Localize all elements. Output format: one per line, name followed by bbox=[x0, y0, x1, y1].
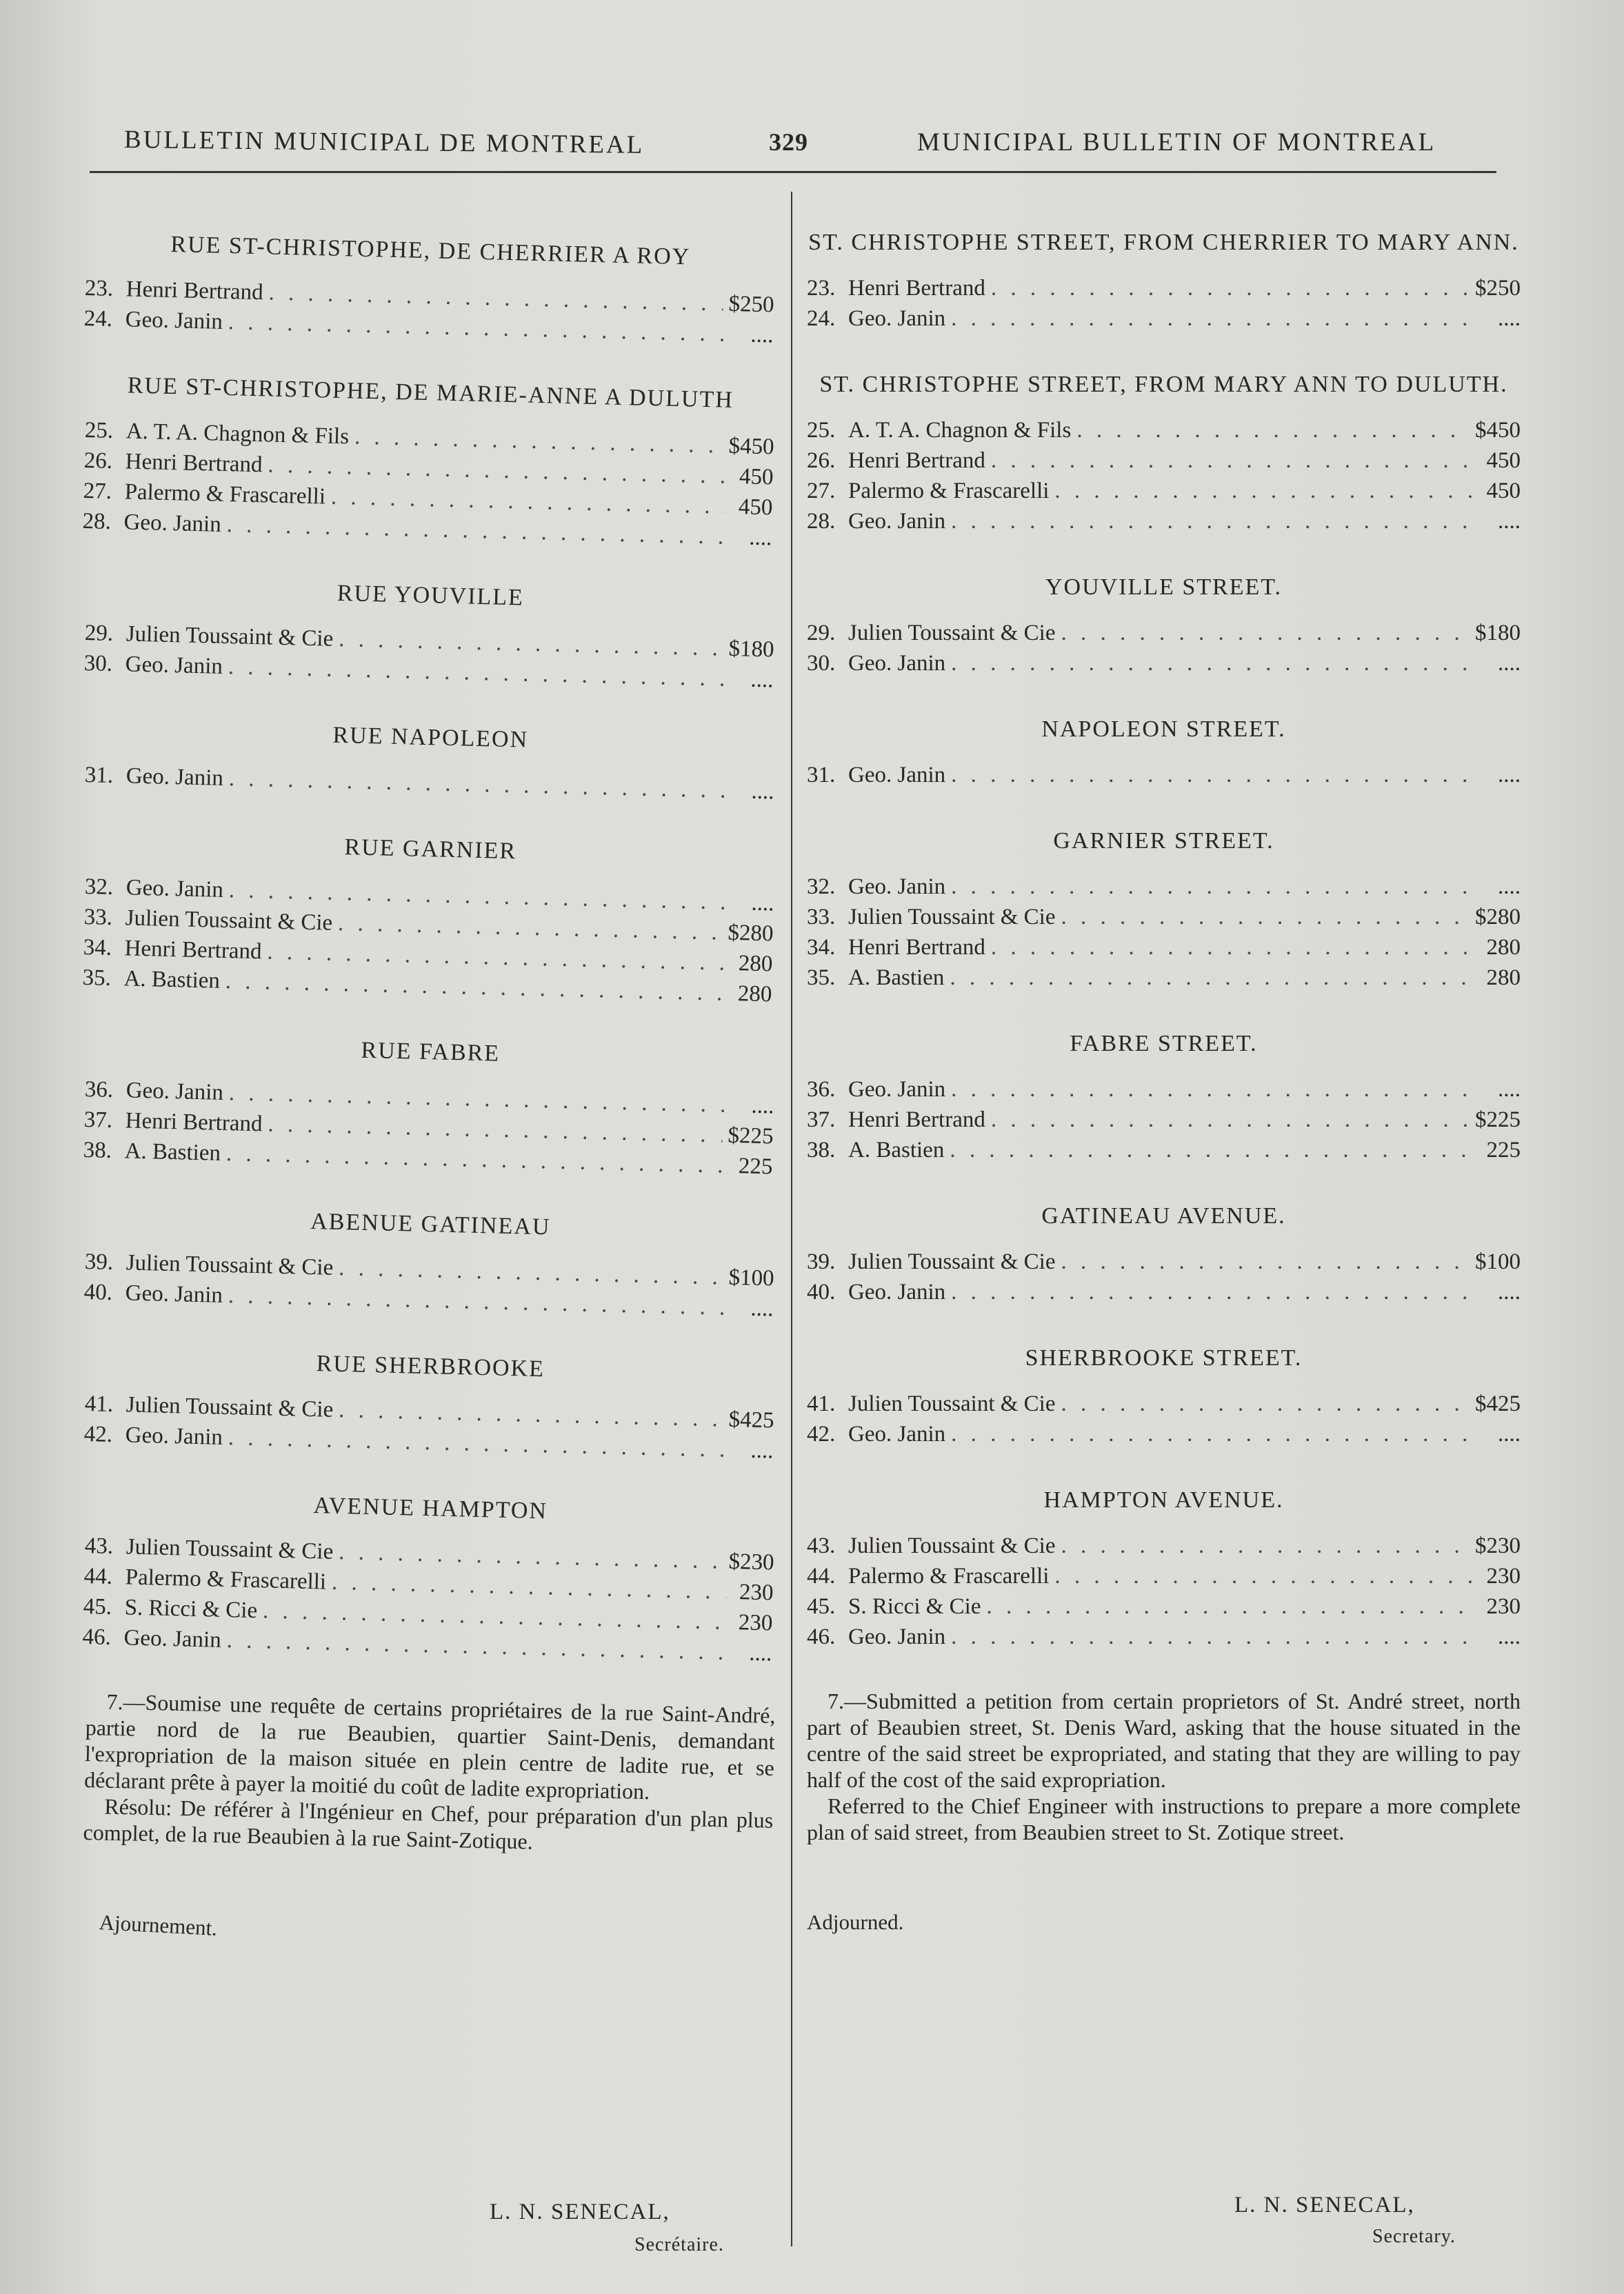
english-sections bbox=[807, 228, 1521, 1652]
english-signature-title: Secretary. bbox=[1372, 2226, 1456, 2247]
list-item bbox=[807, 1277, 1521, 1307]
section-title: RUE SHERBROOKE bbox=[316, 1351, 545, 1382]
item-amount: 280 bbox=[1486, 965, 1521, 990]
item-amount: $250 bbox=[728, 291, 774, 318]
item-amount: 280 bbox=[737, 981, 772, 1007]
item-number: 29. bbox=[807, 621, 836, 645]
assessment-section bbox=[807, 1029, 1521, 1165]
assessment-section bbox=[83, 1029, 776, 1182]
list-item bbox=[807, 415, 1521, 445]
item-number: 27. bbox=[807, 479, 836, 503]
list-item bbox=[807, 476, 1521, 506]
item-number: 37. bbox=[83, 1107, 113, 1133]
section-title: RUE GARNIER bbox=[344, 834, 517, 865]
item-name: Geo. Janin bbox=[848, 1624, 946, 1649]
item-amount: 450 bbox=[739, 464, 774, 490]
item-amount: .... bbox=[751, 1093, 774, 1119]
section-title: GARNIER STREET. bbox=[1053, 828, 1274, 854]
item-number: 25. bbox=[807, 418, 836, 443]
item-number: 45. bbox=[83, 1593, 112, 1620]
french-signature-title: Secrétaire. bbox=[634, 2234, 724, 2255]
assessment-section bbox=[807, 1485, 1521, 1652]
item-number: 35. bbox=[82, 965, 112, 991]
item-number: 30. bbox=[83, 650, 113, 676]
item-number: 34. bbox=[807, 935, 836, 960]
header-rule bbox=[90, 171, 1496, 173]
page-number: 329 bbox=[769, 128, 808, 156]
list-item bbox=[807, 618, 1521, 648]
item-name: Henri Bertrand bbox=[848, 935, 985, 960]
list-item bbox=[84, 760, 774, 807]
item-name: Henri Bertrand bbox=[848, 276, 985, 301]
french-signature: L. N. SENECAL, bbox=[490, 2200, 670, 2224]
leader-dots bbox=[951, 872, 1474, 902]
item-number: 45. bbox=[807, 1594, 836, 1619]
french-column bbox=[82, 228, 776, 1940]
header-left: BULLETIN MUNICIPAL DE MONTREAL bbox=[123, 125, 645, 159]
item-amount: 450 bbox=[1486, 448, 1521, 473]
item-amount: $425 bbox=[728, 1407, 774, 1433]
item-number: 30. bbox=[807, 651, 836, 676]
leader-dots bbox=[951, 648, 1474, 678]
item-amount: .... bbox=[750, 322, 774, 348]
english-signature: L. N. SENECAL, bbox=[1234, 2193, 1415, 2217]
leader-dots bbox=[1061, 1531, 1470, 1561]
item-amount: $180 bbox=[1475, 621, 1521, 645]
item-number: 26. bbox=[83, 447, 113, 474]
item-name: Henri Bertrand bbox=[126, 276, 264, 305]
leader-dots bbox=[991, 445, 1474, 476]
list-item bbox=[807, 872, 1521, 902]
list-item bbox=[807, 932, 1521, 963]
item-number: 33. bbox=[807, 905, 836, 929]
list-item bbox=[807, 1389, 1521, 1419]
item-name: Henri Bertrand bbox=[848, 448, 985, 473]
french-paragraph-2: Résolu: De référer à l'Ingénieur en Chef, pour préparation d'un plan plus complet, de la rue Beaubien à la rue Saint-Zotique. bbox=[83, 1793, 774, 1854]
item-name: Geo. Janin bbox=[126, 875, 224, 903]
item-name: Henri Bertrand bbox=[124, 936, 262, 965]
assessment-section bbox=[82, 826, 776, 1009]
section-title: RUE NAPOLEON bbox=[332, 722, 529, 753]
item-amount: $450 bbox=[728, 433, 774, 460]
item-amount: .... bbox=[751, 890, 774, 916]
item-name: Palermo & Frascarelli bbox=[124, 479, 326, 510]
item-amount: .... bbox=[751, 778, 774, 805]
item-name: Henri Bertrand bbox=[125, 1108, 263, 1137]
assessment-section bbox=[807, 1201, 1521, 1307]
list-item bbox=[807, 1135, 1521, 1165]
item-name: Geo. Janin bbox=[123, 1625, 222, 1653]
section-title: RUE ST-CHRISTOPHE, DE CHERRIER A ROY bbox=[170, 232, 691, 270]
leader-dots bbox=[991, 1105, 1470, 1135]
item-number: 28. bbox=[82, 508, 112, 534]
item-name: Henri Bertrand bbox=[125, 449, 263, 478]
item-name: S. Ricci & Cie bbox=[848, 1594, 981, 1619]
leader-dots bbox=[951, 1419, 1474, 1449]
assessment-section bbox=[807, 1343, 1521, 1449]
french-sections bbox=[82, 228, 776, 1667]
item-amount: $225 bbox=[728, 1123, 774, 1149]
item-name: Julien Toussaint & Cie bbox=[126, 621, 334, 652]
leader-dots bbox=[950, 963, 1474, 993]
item-number: 32. bbox=[84, 874, 114, 900]
item-number: 23. bbox=[807, 276, 836, 301]
item-name: Henri Bertrand bbox=[848, 1107, 985, 1132]
item-name: Geo. Janin bbox=[848, 1077, 946, 1102]
list-item bbox=[807, 902, 1521, 932]
french-paragraph-1: 7.—Soumise une requête de certains propriétaires de la rue Saint-André, partie nord de la rue Beaubien, quartier Saint-Denis, demandant l'expropriation de la maison située en plein centre de ladite rue, et se déclarant prête à payer la moitié du coût de ladite expropriation. bbox=[83, 1689, 776, 1804]
item-number: 46. bbox=[82, 1624, 112, 1650]
list-item bbox=[807, 1105, 1521, 1135]
item-name: Julien Toussaint & Cie bbox=[126, 1534, 334, 1564]
section-title: RUE ST-CHRISTOPHE, DE MARIE-ANNE A DULUTH bbox=[127, 372, 734, 413]
list-item bbox=[807, 506, 1521, 536]
leader-dots bbox=[950, 1135, 1474, 1165]
list-item bbox=[807, 1074, 1521, 1105]
item-amount: 230 bbox=[1486, 1594, 1521, 1619]
leader-dots bbox=[991, 273, 1470, 303]
leader-dots bbox=[228, 763, 728, 806]
assessment-section bbox=[807, 826, 1521, 993]
item-name: Palermo & Frascarelli bbox=[848, 1564, 1050, 1589]
english-paragraph-2: Referred to the Chief Engineer with instructions to prepare a more complete plan of said street, from Beaubien street to St. Zotique street. bbox=[807, 1793, 1521, 1844]
item-name: Geo. Janin bbox=[123, 510, 222, 537]
item-amount: .... bbox=[750, 1296, 774, 1322]
leader-dots bbox=[951, 506, 1474, 536]
item-amount: .... bbox=[1498, 509, 1521, 534]
item-name: A. Bastien bbox=[123, 966, 221, 994]
item-amount: 450 bbox=[738, 494, 773, 521]
english-resolution bbox=[807, 1688, 1521, 1845]
section-title: GATINEAU AVENUE. bbox=[1041, 1203, 1286, 1229]
item-name: Geo. Janin bbox=[125, 652, 223, 679]
item-name: Geo. Janin bbox=[848, 763, 946, 787]
item-amount: $450 bbox=[1475, 418, 1521, 443]
item-name: Geo. Janin bbox=[848, 874, 946, 899]
section-title: AVENUE HAMPTON bbox=[313, 1493, 548, 1525]
item-amount: $230 bbox=[728, 1549, 774, 1576]
item-amount: 230 bbox=[739, 1580, 774, 1606]
leader-dots bbox=[1076, 415, 1470, 445]
item-name: Julien Toussaint & Cie bbox=[125, 905, 333, 936]
item-number: 43. bbox=[807, 1533, 836, 1558]
item-number: 41. bbox=[807, 1391, 836, 1416]
item-number: 42. bbox=[807, 1422, 836, 1447]
leader-dots bbox=[951, 1074, 1474, 1105]
french-adjourn: Ajournement. bbox=[98, 1909, 218, 1940]
item-number: 36. bbox=[807, 1077, 836, 1102]
assessment-section bbox=[82, 1485, 776, 1669]
item-amount: 230 bbox=[1486, 1564, 1521, 1589]
item-name: A. Bastien bbox=[848, 1138, 945, 1163]
item-amount: $425 bbox=[1475, 1391, 1521, 1416]
item-amount: 450 bbox=[1486, 479, 1521, 503]
item-amount: .... bbox=[1498, 1280, 1521, 1305]
list-item bbox=[807, 963, 1521, 993]
assessment-section bbox=[807, 572, 1521, 678]
item-number: 35. bbox=[807, 965, 836, 990]
item-number: 46. bbox=[807, 1624, 836, 1649]
item-amount: .... bbox=[748, 525, 772, 551]
list-item bbox=[807, 273, 1521, 303]
item-name: Geo. Janin bbox=[126, 1078, 224, 1105]
item-number: 37. bbox=[807, 1107, 836, 1132]
item-amount: .... bbox=[750, 667, 774, 693]
item-name: A. T. A. Chagnon & Fils bbox=[848, 418, 1072, 443]
english-paragraph-1: 7.—Submitted a petition from certain proprietors of St. André street, north part of Beaubien street, St. Denis Ward, asking that the house situated in the centre of the said street be expropriated, and stating that they are willing to pay half of the cost of the said expropriation. bbox=[807, 1689, 1521, 1792]
item-number: 39. bbox=[84, 1249, 114, 1275]
leader-dots bbox=[951, 1277, 1474, 1307]
assessment-section bbox=[807, 714, 1521, 790]
item-amount: $250 bbox=[1475, 276, 1521, 301]
item-name: Geo. Janin bbox=[848, 1280, 946, 1305]
item-number: 24. bbox=[83, 305, 113, 332]
item-number: 31. bbox=[807, 763, 836, 787]
item-name: Julien Toussaint & Cie bbox=[848, 1249, 1056, 1274]
leader-dots bbox=[951, 1622, 1474, 1652]
item-name: Geo. Janin bbox=[848, 306, 946, 331]
section-title: ABENUE GATINEAU bbox=[310, 1208, 551, 1240]
item-number: 24. bbox=[807, 306, 836, 331]
item-number: 38. bbox=[83, 1137, 112, 1163]
assessment-section bbox=[82, 370, 776, 553]
item-name: Julien Toussaint & Cie bbox=[126, 1392, 334, 1422]
section-title: RUE FABRE bbox=[361, 1037, 501, 1067]
assessment-section bbox=[83, 572, 775, 695]
list-item bbox=[807, 1561, 1521, 1591]
list-item bbox=[807, 760, 1521, 790]
item-amount: .... bbox=[1498, 306, 1521, 331]
item-name: S. Ricci & Cie bbox=[124, 1595, 258, 1624]
item-amount: .... bbox=[1498, 874, 1521, 899]
item-name: Geo. Janin bbox=[848, 509, 946, 534]
item-number: 26. bbox=[807, 448, 836, 473]
item-amount: .... bbox=[1498, 651, 1521, 676]
item-number: 44. bbox=[807, 1564, 836, 1589]
item-amount: 225 bbox=[1486, 1138, 1521, 1163]
french-resolution bbox=[83, 1688, 776, 1860]
leader-dots bbox=[1054, 476, 1474, 506]
item-amount: $100 bbox=[728, 1265, 774, 1291]
list-item bbox=[807, 303, 1521, 334]
item-amount: 230 bbox=[738, 1610, 773, 1636]
item-amount: .... bbox=[1498, 1422, 1521, 1447]
section-title: NAPOLEON STREET. bbox=[1041, 716, 1286, 742]
list-item bbox=[807, 1591, 1521, 1622]
english-column bbox=[807, 228, 1521, 1938]
section-title: RUE YOUVILLE bbox=[337, 580, 525, 611]
item-amount: 280 bbox=[738, 951, 773, 977]
item-name: Julien Toussaint & Cie bbox=[848, 1391, 1056, 1416]
leader-dots bbox=[951, 760, 1474, 790]
section-title: FABRE STREET. bbox=[1070, 1031, 1258, 1056]
section-title: ST. CHRISTOPHE STREET, FROM MARY ANN TO DULUTH. bbox=[819, 372, 1508, 397]
leader-dots bbox=[991, 932, 1474, 963]
item-amount: $225 bbox=[1475, 1107, 1521, 1132]
item-amount: $230 bbox=[1475, 1533, 1521, 1558]
list-item bbox=[807, 1247, 1521, 1277]
item-number: 39. bbox=[807, 1249, 836, 1274]
item-amount: .... bbox=[1498, 1077, 1521, 1102]
item-name: Palermo & Frascarelli bbox=[848, 479, 1050, 503]
item-name: Geo. Janin bbox=[126, 763, 224, 791]
item-name: Geo. Janin bbox=[125, 307, 223, 334]
leader-dots bbox=[951, 303, 1474, 334]
leader-dots bbox=[1061, 1247, 1470, 1277]
item-number: 31. bbox=[84, 762, 114, 788]
item-number: 29. bbox=[84, 620, 114, 646]
item-number: 44. bbox=[83, 1563, 113, 1589]
english-adjourn: Adjourned. bbox=[807, 1910, 904, 1934]
item-number: 28. bbox=[807, 509, 836, 534]
item-amount: 225 bbox=[738, 1154, 773, 1180]
item-number: 36. bbox=[84, 1076, 114, 1103]
leader-dots bbox=[1054, 1561, 1474, 1591]
list-item bbox=[807, 648, 1521, 678]
item-number: 27. bbox=[83, 478, 112, 504]
item-number: 25. bbox=[84, 417, 114, 443]
item-name: Geo. Janin bbox=[125, 1280, 223, 1308]
item-amount: .... bbox=[750, 1438, 774, 1464]
assessment-section bbox=[83, 1343, 775, 1466]
item-amount: 280 bbox=[1486, 935, 1521, 960]
item-amount: $280 bbox=[1475, 905, 1521, 929]
leader-dots bbox=[987, 1591, 1474, 1622]
item-number: 43. bbox=[84, 1533, 114, 1559]
item-name: Julien Toussaint & Cie bbox=[126, 1250, 334, 1280]
item-amount: $100 bbox=[1475, 1249, 1521, 1274]
assessment-section bbox=[807, 370, 1521, 536]
item-number: 41. bbox=[84, 1391, 114, 1417]
section-title: SHERBROOKE STREET. bbox=[1025, 1345, 1303, 1371]
list-item bbox=[807, 1622, 1521, 1652]
item-name: Julien Toussaint & Cie bbox=[848, 1533, 1056, 1558]
section-title: ST. CHRISTOPHE STREET, FROM CHERRIER TO MARY ANN. bbox=[808, 230, 1519, 255]
leader-dots bbox=[1061, 1389, 1470, 1419]
column-divider bbox=[791, 192, 792, 2246]
leader-dots bbox=[1061, 902, 1470, 932]
item-name: Julien Toussaint & Cie bbox=[848, 905, 1056, 929]
item-name: Palermo & Frascarelli bbox=[125, 1564, 327, 1595]
item-name: Julien Toussaint & Cie bbox=[848, 621, 1056, 645]
item-number: 34. bbox=[83, 934, 112, 960]
assessment-section bbox=[83, 1201, 775, 1324]
item-number: 33. bbox=[83, 904, 113, 930]
assessment-section bbox=[84, 714, 775, 807]
item-number: 40. bbox=[807, 1280, 836, 1305]
item-name: A. T. A. Chagnon & Fils bbox=[126, 419, 350, 450]
item-number: 32. bbox=[807, 874, 836, 899]
item-amount: .... bbox=[748, 1640, 772, 1667]
assessment-section bbox=[83, 228, 775, 350]
list-item bbox=[807, 1531, 1521, 1561]
list-item bbox=[807, 1419, 1521, 1449]
assessment-section bbox=[807, 228, 1521, 334]
list-item bbox=[807, 445, 1521, 476]
item-amount: $180 bbox=[728, 636, 774, 663]
item-name: Geo. Janin bbox=[125, 1422, 223, 1450]
item-number: 40. bbox=[83, 1279, 113, 1305]
item-name: A. Bastien bbox=[848, 965, 945, 990]
leader-dots bbox=[1061, 618, 1470, 648]
item-name: A. Bastien bbox=[124, 1138, 221, 1166]
item-amount: .... bbox=[1498, 1624, 1521, 1649]
section-title: HAMPTON AVENUE. bbox=[1043, 1487, 1284, 1513]
item-number: 42. bbox=[83, 1421, 113, 1447]
header-right: MUNICIPAL BULLETIN OF MONTREAL bbox=[917, 128, 1436, 157]
section-title: YOUVILLE STREET. bbox=[1045, 574, 1282, 600]
item-name: Geo. Janin bbox=[848, 1422, 946, 1447]
item-number: 38. bbox=[807, 1138, 836, 1163]
item-number: 23. bbox=[84, 275, 114, 301]
item-amount: $280 bbox=[728, 920, 774, 947]
item-amount: .... bbox=[1498, 763, 1521, 787]
item-name: Geo. Janin bbox=[848, 651, 946, 676]
